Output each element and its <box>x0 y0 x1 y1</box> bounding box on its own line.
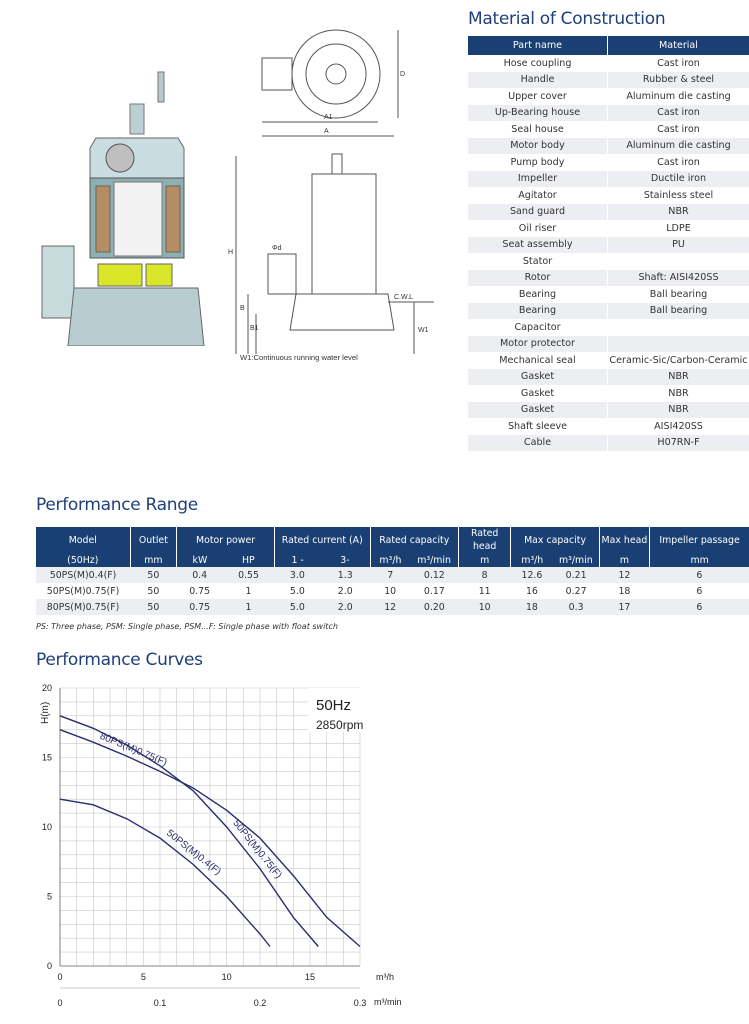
materials-cell-material: Cast iron <box>608 154 749 171</box>
materials-cell-part: Hose coupling <box>503 57 572 69</box>
materials-cell-part: Bearing <box>468 303 608 320</box>
materials-cell-material: LDPE <box>608 220 749 237</box>
materials-row <box>468 138 749 155</box>
materials-cell-material <box>608 336 749 353</box>
materials-cell-material: Aluminum die casting <box>608 138 749 155</box>
series-label: 50PS(M)0.4(F) <box>164 827 223 878</box>
perf-sub-impeller-mm: mm <box>650 553 749 567</box>
performance-cell: 6 <box>696 585 703 597</box>
performance-cell: 18 <box>511 599 553 615</box>
materials-row <box>468 336 749 353</box>
materials-table <box>468 36 749 451</box>
materials-row <box>468 369 749 386</box>
dim-a1: A1 <box>324 114 333 121</box>
performance-title: Performance Range <box>36 495 198 515</box>
materials-cell-part: Mechanical seal <box>499 354 576 366</box>
perf-sub-current-3: 3- <box>320 553 370 567</box>
x-tick-label: 5 <box>140 972 146 982</box>
materials-row <box>468 402 749 419</box>
x2-tick-label: 0.2 <box>253 998 267 1008</box>
materials-cell-part: Motor body <box>468 138 608 155</box>
materials-cell-material <box>608 319 749 336</box>
chart-x-unit-m3h: m³/h <box>376 972 394 982</box>
performance-cell: 0.20 <box>410 599 458 615</box>
x-tick-label: 15 <box>304 972 316 982</box>
materials-cell-material: PU <box>608 237 749 254</box>
performance-cell: 10 <box>458 599 510 615</box>
perf-sub-current-1: 1 - <box>274 553 320 567</box>
materials-cell-part: Up-Bearing house <box>468 105 608 122</box>
dim-h: H <box>228 249 234 256</box>
materials-cell-material: Ductile iron <box>608 171 749 188</box>
performance-cell: 0.75 <box>177 599 223 615</box>
materials-row <box>468 88 749 105</box>
performance-cell: 12.6 <box>511 567 553 583</box>
perf-header-max-capacity: Max capacity <box>511 527 599 553</box>
performance-cell: 7 <box>370 567 410 583</box>
materials-title: Material of Construction <box>468 9 666 29</box>
materials-row <box>468 220 749 237</box>
materials-header-material: Material <box>608 36 749 55</box>
performance-cell: 1.3 <box>320 567 370 583</box>
materials-row <box>468 237 749 254</box>
performance-cell: 50PS(M)0.75(F) <box>46 585 120 597</box>
x-tick-label: 0 <box>57 972 63 982</box>
curves-title: Performance Curves <box>36 650 203 670</box>
performance-cell: 0.4 <box>177 567 223 583</box>
dim-b: B <box>240 305 245 312</box>
pump-dimension-drawing <box>228 14 468 366</box>
materials-cell-part: Cable <box>468 435 608 452</box>
materials-cell-part: Handle <box>468 72 608 89</box>
x2-tick-label: 0 <box>57 998 63 1008</box>
performance-cell: 11 <box>478 585 491 597</box>
materials-row <box>468 204 749 221</box>
materials-cell-material: Ceramic-Sic/Carbon-Ceramic <box>608 352 749 369</box>
materials-row <box>468 319 749 336</box>
perf-header-outlet: Outlet <box>130 527 177 553</box>
series-line-50PS(M)0.75(F) <box>60 716 318 947</box>
performance-row <box>36 599 749 615</box>
materials-cell-part: Shaft sleeve <box>507 420 568 432</box>
perf-header-max-head: Max head <box>599 527 649 553</box>
y-tick-label: 10 <box>41 822 52 832</box>
perf-header-rated-capacity: Rated capacity <box>370 527 458 553</box>
materials-cell-material: Ball bearing <box>608 286 749 303</box>
materials-row <box>468 72 749 89</box>
materials-row <box>468 385 749 402</box>
materials-cell-part: Agitator <box>518 189 557 201</box>
performance-cell: 5.0 <box>274 599 320 615</box>
performance-cell: 50 <box>130 567 177 583</box>
drawing-caption: W1:Continuous running water level <box>240 353 358 362</box>
perf-sub-kw: kW <box>177 553 223 567</box>
materials-row <box>468 270 749 287</box>
perf-header-impeller-passage: Impeller passage <box>650 527 749 553</box>
y-tick-label: 5 <box>46 891 52 902</box>
materials-cell-part: Sand guard <box>468 204 608 221</box>
materials-cell-part: Upper cover <box>508 90 567 102</box>
materials-cell-material: H07RN-F <box>608 435 749 452</box>
performance-cell: 6 <box>650 599 749 615</box>
materials-row <box>468 121 749 138</box>
performance-cell: 80PS(M)0.75(F) <box>36 599 130 615</box>
performance-cell: 16 <box>525 585 538 597</box>
materials-cell-part: Capacitor <box>514 321 561 333</box>
perf-sub-model: (50Hz) <box>36 553 130 567</box>
perf-sub-max-m3min: m³/min <box>553 553 599 567</box>
materials-cell-material: Rubber & steel <box>608 72 749 89</box>
y-tick-label: 0 <box>46 961 52 971</box>
materials-cell-material: Stainless steel <box>608 187 749 204</box>
materials-row <box>468 55 749 72</box>
materials-cell-part: Gasket <box>520 387 555 399</box>
performance-cell: 0.75 <box>189 585 211 597</box>
perf-header-model: Model <box>36 527 130 553</box>
series-label: 80PS(M)0.75(F) <box>98 730 169 769</box>
perf-sub-rated-head-m: m <box>458 553 510 567</box>
materials-row <box>468 303 749 320</box>
performance-cell: 1 <box>223 599 275 615</box>
materials-cell-part: Motor protector <box>468 336 608 353</box>
performance-row <box>36 567 749 583</box>
performance-cell: 0.21 <box>553 567 599 583</box>
performance-note: PS: Three phase, PSM: Single phase, PSM...F: Single phase with float switch <box>36 622 338 631</box>
performance-cell: 2.0 <box>337 585 353 597</box>
performance-cell: 3.0 <box>274 567 320 583</box>
performance-curves-chart <box>0 676 440 1016</box>
performance-cell: 10 <box>384 585 397 597</box>
performance-cell: 12 <box>370 599 410 615</box>
materials-cell-material: NBR <box>608 402 749 419</box>
dim-a: A <box>324 128 329 135</box>
perf-header-motor-power: Motor power <box>177 527 275 553</box>
materials-row <box>468 171 749 188</box>
materials-row <box>468 352 749 369</box>
materials-cell-part: Seat assembly <box>468 237 608 254</box>
x-tick-label: 10 <box>221 972 232 982</box>
materials-row <box>468 286 749 303</box>
chart-y-label: H(m) <box>40 701 51 724</box>
perf-sub-rated-m3h: m³/h <box>370 553 410 567</box>
materials-cell-material: NBR <box>608 385 749 402</box>
materials-cell-part: Gasket <box>468 402 608 419</box>
materials-header-part: Part name <box>468 36 608 55</box>
materials-cell-material: NBR <box>608 204 749 221</box>
materials-cell-material: NBR <box>608 369 749 386</box>
performance-cell: 0.55 <box>223 567 275 583</box>
materials-cell-material: Shaft: AISI420SS <box>608 270 749 287</box>
dim-phi-d: Φd <box>272 245 282 252</box>
materials-row <box>468 253 749 270</box>
materials-row <box>468 418 749 435</box>
y-tick-label: 15 <box>41 752 52 763</box>
materials-row <box>468 154 749 171</box>
x2-tick-label: 0.1 <box>153 998 167 1008</box>
performance-cell: 1 <box>245 585 252 597</box>
dim-w1: W1 <box>418 327 429 334</box>
materials-cell-part: Pump body <box>510 156 565 168</box>
materials-cell-material: Cast iron <box>608 105 749 122</box>
materials-cell-material: Cast iron <box>608 121 749 138</box>
chart-frequency: 50Hz <box>316 697 352 714</box>
performance-cell: 0.12 <box>410 567 458 583</box>
performance-cell: 5.0 <box>289 585 305 597</box>
performance-cell: 0.27 <box>565 585 587 597</box>
materials-cell-material: Aluminum die casting <box>608 88 749 105</box>
materials-row <box>468 187 749 204</box>
x2-tick-label: 0.3 <box>353 998 367 1008</box>
materials-cell-material: AISI420SS <box>608 418 749 435</box>
series-label: 50PS(M)0.75(F) <box>230 818 284 881</box>
materials-cell-part: Stator <box>522 255 553 267</box>
materials-cell-part: Bearing <box>518 288 557 300</box>
materials-cell-part: Oil riser <box>518 222 557 234</box>
materials-cell-material: Cast iron <box>608 55 749 72</box>
performance-cell: 2.0 <box>320 599 370 615</box>
chart-x-unit-m3min: m³/min <box>374 997 402 1007</box>
materials-cell-part: Impeller <box>468 171 608 188</box>
materials-cell-part: Gasket <box>468 369 608 386</box>
performance-cell: 6 <box>650 567 749 583</box>
performance-cell: 8 <box>458 567 510 583</box>
materials-cell-material: Ball bearing <box>608 303 749 320</box>
materials-row <box>468 105 749 122</box>
perf-header-rated-current: Rated current (A) <box>274 527 370 553</box>
performance-cell: 0.17 <box>423 585 445 597</box>
materials-cell-part: Rotor <box>468 270 608 287</box>
performance-cell: 12 <box>599 567 649 583</box>
performance-cell: 50PS(M)0.4(F) <box>36 567 130 583</box>
dim-d: D <box>400 71 406 78</box>
materials-cell-material <box>608 253 749 270</box>
perf-sub-max-head-m: m <box>599 553 649 567</box>
performance-table <box>36 527 749 615</box>
perf-header-rated-head: Rated head <box>458 527 510 553</box>
perf-sub-rated-m3min: m³/min <box>410 553 458 567</box>
materials-cell-part: Seal house <box>511 123 564 135</box>
dim-b1: B1 <box>250 325 259 332</box>
chart-rpm: 2850rpm <box>316 718 364 732</box>
materials-row <box>468 435 749 452</box>
perf-sub-outlet: mm <box>130 553 177 567</box>
pump-cutaway-illustration <box>38 68 210 346</box>
dim-cwl: C.W.L <box>394 294 414 301</box>
perf-sub-hp: HP <box>223 553 275 567</box>
performance-cell: 0.3 <box>553 599 599 615</box>
performance-cell: 50 <box>130 599 177 615</box>
performance-row <box>36 583 749 599</box>
performance-cell: 17 <box>599 599 649 615</box>
performance-cell: 18 <box>618 585 631 597</box>
performance-cell: 50 <box>147 585 160 597</box>
perf-sub-max-m3h: m³/h <box>511 553 553 567</box>
y-tick-label: 20 <box>41 683 52 693</box>
